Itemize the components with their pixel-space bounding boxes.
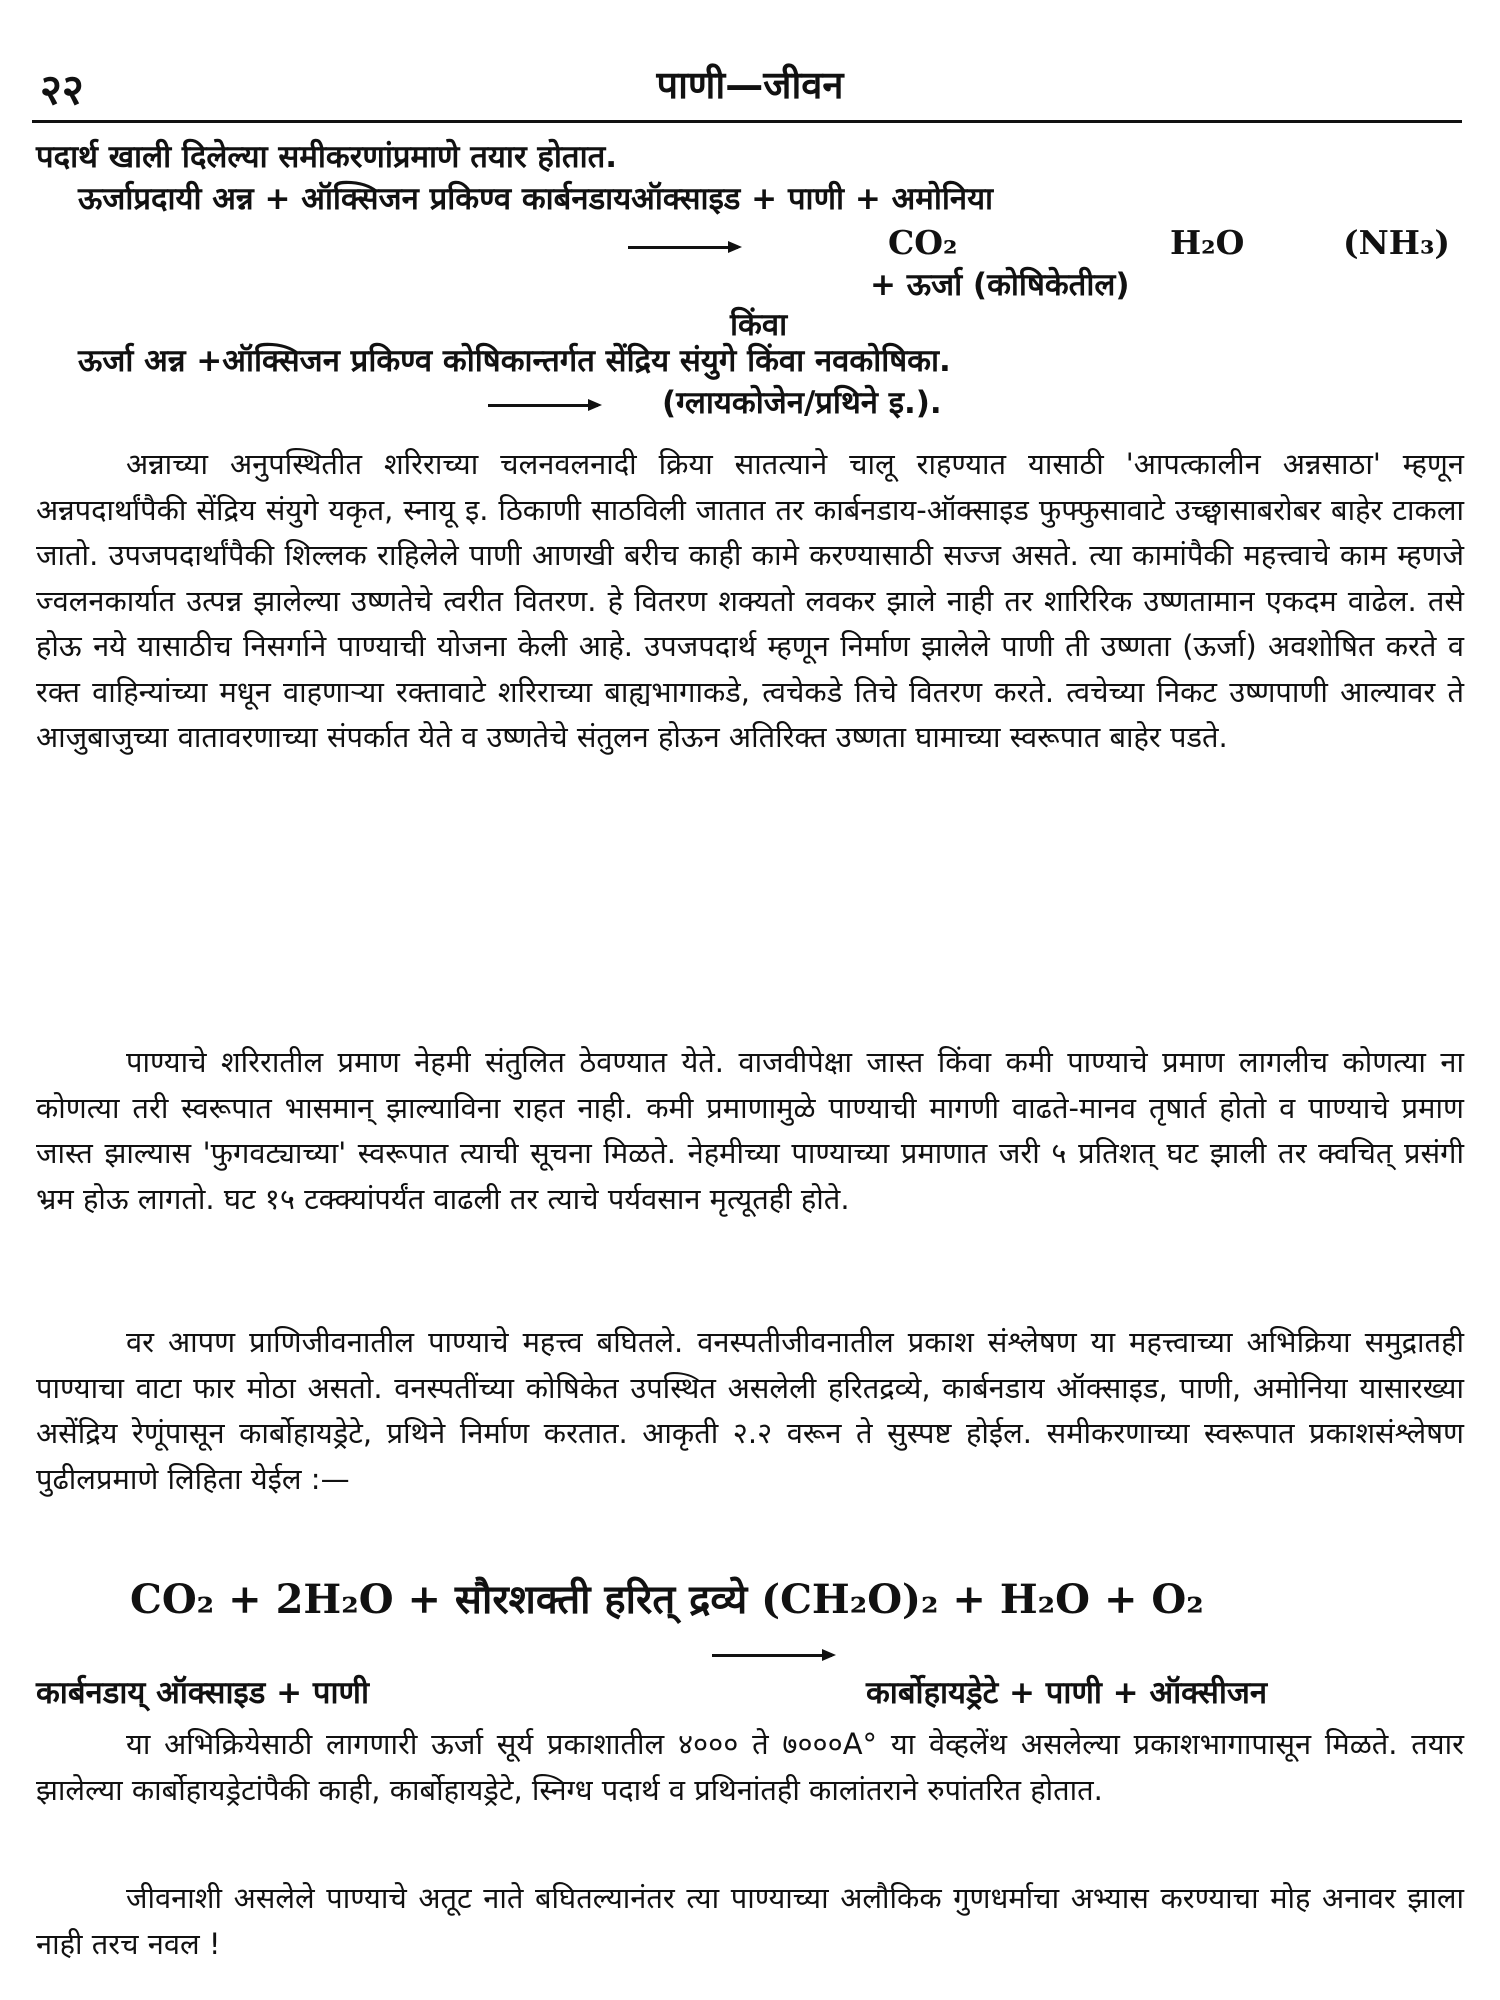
paragraph-2: पाण्याचे शरिरातील प्रमाण नेहमी संतुलित ठेवण्यात येते. वाजवीपेक्षा जास्त किंवा कमी पाण्याचे प्रमाण लागलीच कोणत्या ना कोणत्या तरी स्वरूपात भासमान् झाल्याविना राहत नाही. कमी प्रमाणामुळे पाण्याची मागणी वाढते-मानव तृषार्त होतो व पाण्याचे प्रमाण जास्त झाल्यास 'फुगवट्याच्या' स्वरूपात त्याची सूचना मिळते. नेहमीच्या पाण्याच्या प्रमाणात जरी ५ प्रतिशत् घट झाली तर क्वचित् प्रसंगी भ्रम होऊ लागतो. घट १५ टक्क्यांपर्यंत वाढली तर त्याचे पर्यवसान मृत्यूतही होते. bbox=[36, 1045, 1464, 1216]
equation-3-formula: CO₂ + 2H₂O + सौरशक्ती हरित् द्रव्ये (CH₂O)₂ + H₂O + O₂ bbox=[130, 1576, 1204, 1623]
header-rule bbox=[32, 120, 1462, 123]
equation-1-formula-nh3: (NH₃) bbox=[1343, 223, 1451, 262]
equation-3-left-words: कार्बनडाय् ऑक्साइड + पाणी bbox=[36, 1675, 369, 1711]
paragraph-1: अन्नाच्या अनुपस्थितीत शरिराच्या चलनवलनादी क्रिया सातत्याने चालू राहण्यात यासाठी 'आपत्कालीन अन्नसाठा' म्हणून अन्नपदार्थांपैकी सेंद्रिय संयुगे यकृत, स्नायू इ. ठिकाणी साठविली जातात तर कार्बनडाय-ऑक्साइड फुफ्फुसावाटे उच्छ्वासाबरोबर बाहेर टाकला जातो. उपजपदार्थांपैकी शिल्लक राहिलेले पाणी आणखी बरीच काही कामे करण्यासाठी सज्ज असते. त्या कामांपैकी महत्त्वाचे काम म्हणजे ज्वलनकार्यात उत्पन्न झालेल्या उष्णतेचे त्वरीत वितरण. हे वितरण शक्यतो लवकर झाले नाही तर शारिरिक उष्णतामान एकदम वाढेल. तसे होऊ नये यासाठीच निसर्गाने पाण्याची योजना केली आहे. उपजपदार्थ म्हणून निर्माण झालेले पाणी ती उष्णता (ऊर्जा) अवशोषित करते व रक्त वाहिन्यांच्या मधून वाहणाऱ्या रक्तावाटे शरिराच्या बाह्यभागाकडे, त्वचेकडे तिचे वितरण करते. त्वचेच्या निकट उष्णपाणी आल्यावर ते आजुबाजुच्या वातावरणाच्या संपर्कात येते व उष्णतेचे संतुलन होऊन अतिरिक्त उष्णता घामाच्या स्वरूपात बाहेर पडते. bbox=[36, 447, 1464, 754]
equation-2-arrow bbox=[488, 404, 598, 407]
running-title: पाणी—जीवन bbox=[656, 63, 844, 107]
equation-1-formula-co2: CO₂ bbox=[888, 223, 958, 262]
intro-line: पदार्थ खाली दिलेल्या समीकरणांप्रमाणे तयार होतात. bbox=[36, 139, 618, 175]
paragraph-5: जीवनाशी असलेले पाण्याचे अतूट नाते बघितल्यानंतर त्या पाण्याच्या अलौकिक गुणधर्माचा अभ्यास करण्याचा मोह अनावर झाला नाही तरच नवल ! bbox=[36, 1881, 1464, 1961]
equation-3-arrow bbox=[712, 1654, 832, 1657]
equation-1-formula-h2o: H₂O bbox=[1170, 223, 1245, 262]
paragraph-3: वर आपण प्राणिजीवनातील पाण्याचे महत्त्व बघितले. वनस्पतीजीवनातील प्रकाश संश्लेषण या महत्त्वाच्या अभिक्रिया समुद्रातही पाण्याचा वाटा फार मोठा असतो. वनस्पतींच्या कोषिकेत उपस्थित असलेली हरितद्रव्ये, कार्बनडाय ऑक्साइड, पाणी, अमोनिया यासारख्या असेंद्रिय रेणूंपासून कार्बोहायड्रेटे, प्रथिने निर्माण करतात. आकृती २.२ वरून ते सुस्पष्ट होईल. समीकरणाच्या स्वरूपात प्रकाशसंश्लेषण पुढीलप्रमाणे लिहिता येईल :— bbox=[36, 1325, 1464, 1496]
equation-2-line-2: (ग्लायकोजेन/प्रथिने इ.). bbox=[662, 385, 942, 421]
equation-3-right-words: कार्बोहायड्रेटे + पाणी + ऑक्सीजन bbox=[866, 1675, 1268, 1711]
equation-1-arrow bbox=[628, 246, 738, 249]
page-number: २२ bbox=[40, 65, 84, 114]
equation-2-line-1: ऊर्जा अन्न +ऑक्सिजन प्रकिण्व कोषिकान्तर्गत सेंद्रिय संयुगे किंवा नवकोषिका. bbox=[78, 343, 951, 379]
equation-1-line-1: ऊर्जाप्रदायी अन्न + ऑक्सिजन प्रकिण्व कार्बनडायऑक्साइड + पाणी + अमोनिया bbox=[78, 181, 994, 217]
equation-1-line-3: + ऊर्जा (कोषिकेतील) bbox=[870, 267, 1130, 303]
or-word: किंवा bbox=[730, 307, 788, 343]
paragraph-4: या अभिक्रियेसाठी लागणारी ऊर्जा सूर्य प्रकाशातील ४००० ते ७०००A° या वेव्हलेंथ असलेल्या प्रकाशभागापासून मिळते. तयार झालेल्या कार्बोहायड्रेटांपैकी काही, कार्बोहायड्रेटे, स्निग्ध पदार्थ व प्रथिनांतही कालांतराने रुपांतरित होतात. bbox=[36, 1727, 1464, 1807]
